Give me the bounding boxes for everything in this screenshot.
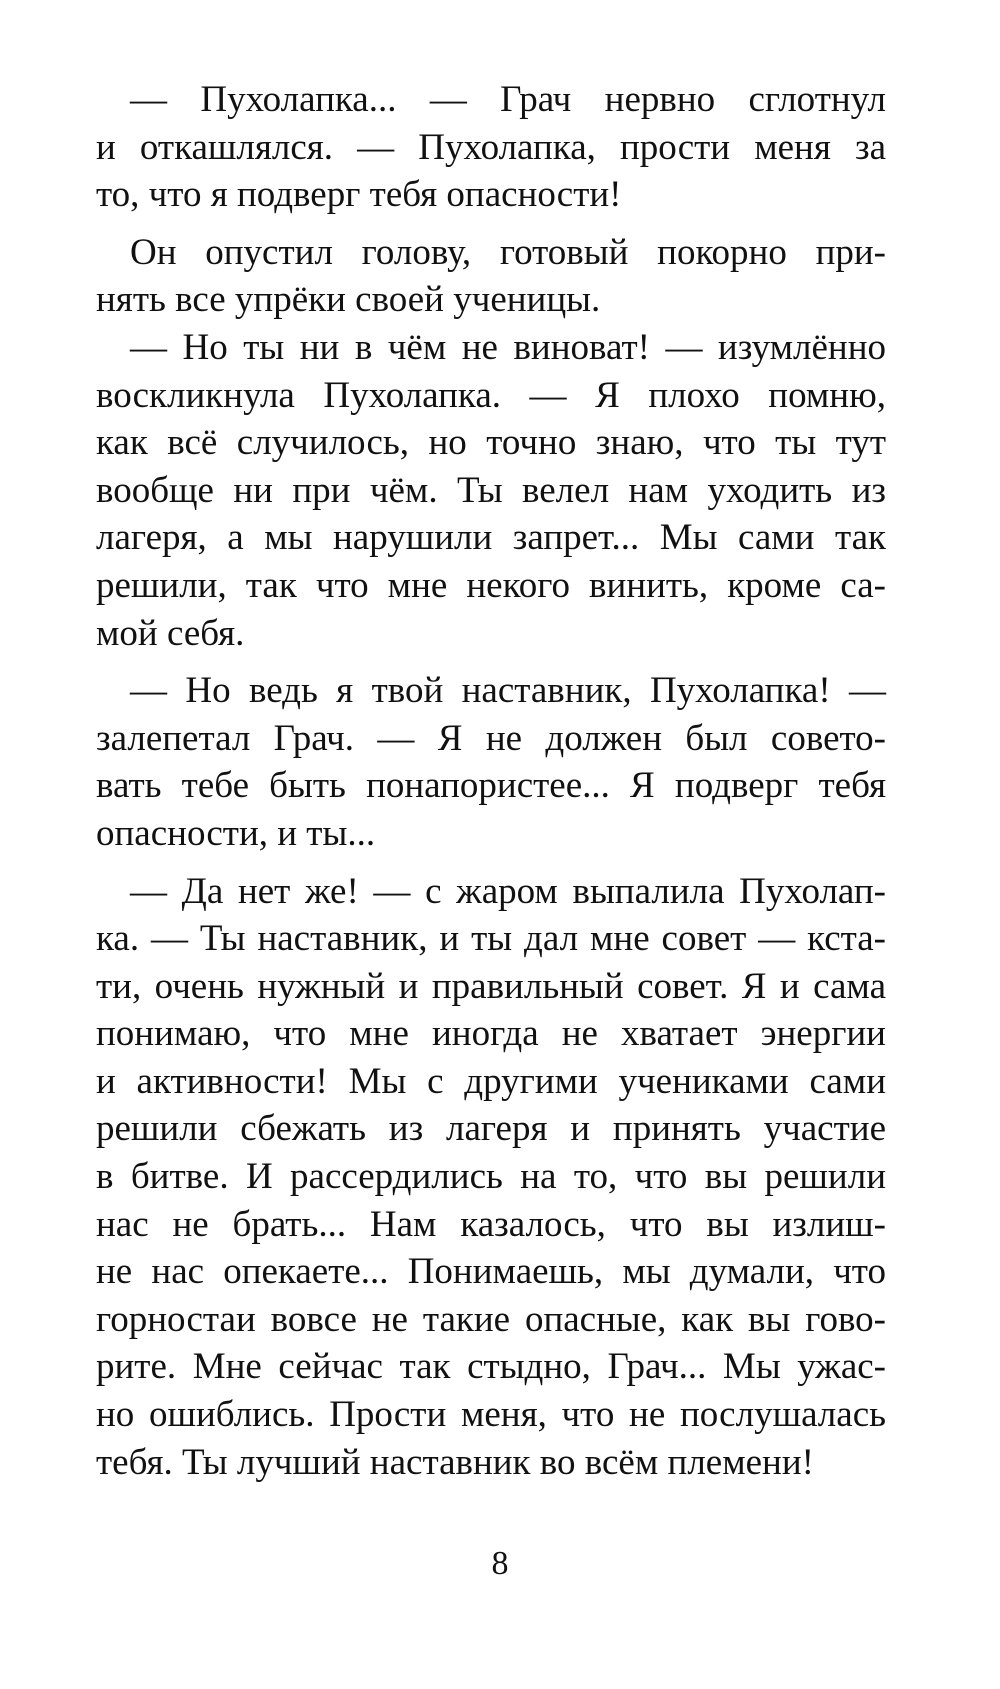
page-number: 8 [491,1545,509,1582]
text-line: ка. — Ты наставник, и ты дал мне совет — кста- [96,918,886,960]
text-line: в битве. И рассердились на то, что вы решили [96,1156,886,1198]
text-line: нять все упрёки своей ученицы. [96,279,601,321]
text-line: воскликнула Пухолапка. — Я плохо помню, [96,374,886,416]
text-line: — Но ты ни в чём не виноват! — изумлённо [130,326,886,368]
text-line: — Пухолапка... — Грач нервно сглотнул [130,79,886,120]
text-line: как всё случилось, но точно знаю, что ты тут [96,422,886,464]
text-line: решили сбежать из лагеря и принять участие [96,1108,886,1150]
text-line: решили, так что мне некого винить, кроме са- [96,564,886,606]
text-line: — Да нет же! — с жаром выпалила Пухолап- [130,870,886,912]
text-line: но ошиблись. Прости меня, что не послушалась [96,1394,886,1436]
text-line: тебя. Ты лучший наставник во всём племени! [96,1441,814,1483]
text-line: понимаю, что мне иногда не хватает энергии [96,1013,886,1055]
text-line: Он опустил голову, готовый покорно при- [130,231,886,273]
text-line: нас не брать... Нам казалось, что вы излиш- [96,1203,886,1245]
body-text [96,76,886,1486]
text-line: то, что я подверг тебя опасности! [96,174,622,216]
text-line: не нас опекаете... Понимаешь, мы думали, что [96,1251,886,1293]
text-line: и активности! Мы с другими учениками сами [96,1060,886,1102]
paragraph-3 [96,324,886,657]
text-line: — Но ведь я твой наставник, Пухолапка! — [130,670,886,712]
text-line: залепетал Грач. — Я не должен был совето- [96,717,886,759]
paragraph-5 [96,868,886,1487]
text-line: вать тебе быть понапористее... Я подверг тебя [96,765,886,807]
text-line: и откашлялся. — Пухолапка, прости меня за [96,126,886,168]
text-line: мой себя. [96,612,245,654]
text-line: вообще ни при чём. Ты велел нам уходить из [96,469,886,511]
paragraph-1 [96,76,886,219]
paragraph-4 [96,667,886,857]
text-line: рите. Мне сейчас так стыдно, Грач... Мы ужас- [96,1346,886,1388]
paragraph-2 [96,229,886,324]
text-line: лагеря, а мы нарушили запрет... Мы сами так [96,517,886,559]
text-line: ти, очень нужный и правильный совет. Я и сама [96,965,886,1007]
text-line: опасности, и ты... [96,812,376,854]
text-line: горностаи вовсе не такие опасные, как вы гово- [96,1298,886,1340]
